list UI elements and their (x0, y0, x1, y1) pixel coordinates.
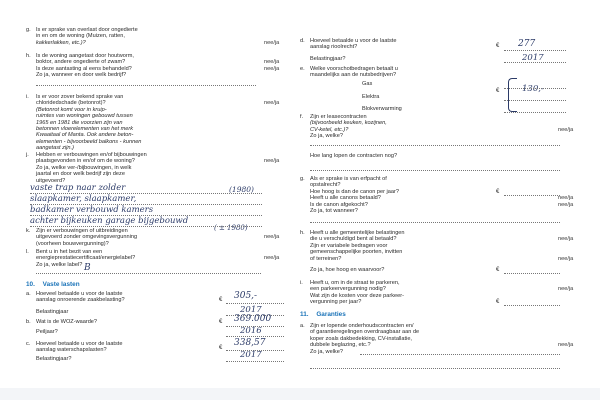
yes-no-option[interactable]: nee/ja (558, 256, 574, 262)
question-text: opstalrecht? (310, 182, 341, 189)
section-heading (300, 311, 346, 318)
question-label: l. (26, 249, 29, 255)
question-text: Zo ja, welke label? (36, 261, 83, 268)
question-text: Hebben er verbouwingen en/of bijbouwingen (36, 152, 147, 158)
question-text: uitgevoerd zonder omgevingsvergunning (36, 234, 138, 241)
section-heading (26, 281, 80, 288)
euro-sign: € (496, 189, 500, 195)
question-text: die u verschuldigd bent al betaald? (310, 236, 397, 243)
question-text: of garantieregelingen overdraagbaar aan de (310, 329, 420, 336)
question-label: a. (300, 323, 305, 329)
utility-elektra-label: Elektra (362, 94, 380, 100)
euro-sign: € (496, 43, 500, 49)
question-text: of terreinen? (310, 255, 342, 262)
euro-sign: € (219, 345, 223, 351)
page-bottom-edge (0, 388, 600, 400)
amount-field[interactable] (226, 303, 284, 304)
handwritten-amount: 277 (518, 39, 536, 49)
yes-no-option[interactable]: nee/ja (558, 286, 574, 292)
question-text: Heeft u alle gemeentelijke belastingen (310, 230, 405, 236)
section-number: 11. (300, 311, 309, 318)
question-text: ruimtes van woningen gebouwd tussen (36, 113, 133, 120)
question-text: Zijn er lopende onderhoudscontracten en/ (310, 323, 414, 329)
question-text: Zo ja, welke? (310, 133, 343, 140)
question-text: Hoeveel betaalde u voor de laatste (36, 291, 123, 297)
handwritten-answer: slaapkamer, slaapkamer, (30, 194, 137, 204)
question-text: aangetast zijn.) (36, 145, 74, 152)
question-text: aanslag rioolrecht? (310, 44, 358, 51)
handwritten-amount: 130,- (522, 84, 544, 94)
question-label: g. (300, 176, 305, 182)
handwritten-amount: 369.000 (234, 314, 272, 324)
yes-no-option[interactable]: nee/ja (264, 234, 280, 240)
question-text: maandelijks aan de nutsbedrijven? (310, 72, 397, 79)
question-text: betonnen vloerelementen van het merk (36, 126, 134, 133)
answer-line[interactable] (30, 226, 262, 227)
answer-line[interactable] (36, 273, 261, 274)
question-text: aanslag waterschapslasten? (36, 347, 107, 354)
question-text: kakkerlakken, etc.)? (36, 39, 86, 46)
question-sub-label: Belastingjaar? (36, 356, 72, 362)
answer-line[interactable] (310, 145, 560, 146)
yes-no-option[interactable]: nee/ja (558, 202, 574, 208)
year-field[interactable] (226, 361, 284, 362)
question-text: Hoe lang lopen de contracten nog? (310, 153, 398, 159)
utility-blokverwarming-label: Blokverwarming (362, 106, 402, 112)
question-text: 1965 en 1981 die voorzien zijn van (36, 119, 123, 126)
euro-sign: € (219, 297, 223, 303)
question-text: Welke voorschotbedragen betaalt u (310, 66, 398, 72)
question-text: Is er voor zover bekend sprake van (36, 94, 124, 100)
question-text: Zijn er verbouwingen of uitbreidingen (36, 228, 128, 234)
question-text: Wat zijn de kosten voor deze parkeer- (310, 292, 404, 299)
question-text: vergunning per jaar? (310, 299, 362, 306)
question-text: aanslag onroerende zaakbelasting? (36, 297, 125, 304)
question-text: Zo ja, tot wanneer? (310, 208, 358, 215)
question-text: Zo ja, welke? (310, 348, 343, 355)
question-text: elementen - bijvoorbeeld balkons - kunnen (36, 138, 142, 145)
question-text: Is deze aantasting al eens behandeld? (36, 65, 132, 72)
yes-no-option[interactable]: nee/ja (558, 127, 574, 133)
question-label: h. (300, 230, 305, 236)
question-text: Hoeveel betaalde u voor de laatste (36, 341, 123, 347)
question-text: Zo ja, welke ver-/bijbouwingen, in welk (36, 164, 132, 171)
question-text: Is er sprake van overlast door ongedierte (36, 27, 138, 33)
answer-line[interactable] (310, 222, 560, 223)
question-text: Heeft u, om in de straat te parkeren, (310, 280, 400, 286)
answer-line[interactable] (36, 85, 256, 86)
question-sub-label: Belastingjaar? (310, 56, 346, 62)
yes-no-option[interactable]: nee/ja (264, 158, 280, 164)
question-label: k. (26, 228, 31, 234)
handwritten-answer: (1980) (229, 185, 254, 194)
handwritten-year: 2017 (240, 350, 262, 360)
question-text: Kwaaitaal of Manta. Ook andere beton- (36, 132, 134, 139)
yes-no-option[interactable]: nee/ja (264, 255, 280, 261)
handwritten-bracket (508, 78, 517, 112)
handwritten-year: 2017 (240, 305, 262, 315)
question-text: chloridedschade (betonrot)? (36, 100, 106, 107)
year-field[interactable] (504, 62, 566, 63)
question-text: Als er sprake is van erfpacht of (310, 176, 387, 182)
amount-field[interactable] (504, 88, 566, 89)
yes-no-option[interactable]: nee/ja (558, 195, 574, 201)
question-text: uitgevoerd? (36, 177, 66, 184)
question-text: Bent u in het bezit van een (36, 249, 103, 255)
handwritten-answer: B (84, 263, 91, 273)
question-label: a. (26, 291, 31, 297)
handwritten-answer: ( ± 1980) (214, 224, 248, 232)
handwritten-answer: vaste trap naar zolder (30, 183, 126, 193)
yes-no-option[interactable]: nee/ja (264, 59, 280, 65)
section-title: Garanties (316, 311, 346, 318)
question-label: f. (300, 114, 304, 120)
question-text: (Betonrot komt voor in kruip- (36, 106, 107, 113)
question-text: energieprestatiecertificaat/energielabel? (36, 255, 136, 262)
question-label: g. (26, 27, 31, 33)
question-text: Is de woning aangetast door houtworm, (36, 53, 134, 59)
amount-field[interactable] (504, 305, 560, 306)
question-sub-label: Peiljaar? (36, 329, 58, 335)
utility-gas-label: Gas (362, 81, 373, 87)
question-label: i. (300, 280, 303, 286)
amount-field[interactable] (504, 273, 560, 274)
question-text: dubbele beglazing, etc.? (310, 342, 371, 349)
amount-field[interactable] (504, 50, 566, 51)
question-label: e. (300, 66, 305, 72)
question-text: Wat is de WOZ-waarde? (36, 319, 98, 325)
handwritten-answer: achter bijkeuken garage bijgebouwd (30, 216, 189, 226)
question-text: Zijn er leasecontracten (310, 114, 367, 120)
question-label: i. (26, 94, 29, 100)
question-label: j. (26, 152, 29, 158)
section-number: 10. (26, 281, 35, 288)
euro-sign: € (219, 319, 223, 325)
question-label: h. (26, 53, 31, 59)
euro-sign: € (496, 88, 500, 94)
question-label: b. (26, 319, 31, 325)
question-text: (bijvoorbeeld keuken, kozijnen, (310, 120, 387, 127)
question-label: d. (300, 38, 305, 44)
amount-field[interactable] (504, 100, 566, 101)
question-text: CV-ketel, etc.)? (310, 126, 349, 133)
answer-line[interactable] (310, 170, 560, 171)
question-text: Hoe hoog is dan de canon per jaar? (310, 188, 399, 195)
question-text: Zijn er variabele bedragen voor (310, 242, 388, 249)
question-text: een parkeervergunning nodig? (310, 286, 386, 293)
yes-no-option[interactable]: nee/ja (264, 100, 280, 106)
question-text: koper zoals dakbedekking, CV-installatie, (310, 335, 412, 342)
handwritten-answer: badkamer verbouwd kamers (30, 205, 154, 215)
yes-no-option[interactable]: nee/ja (264, 66, 280, 72)
handwritten-year: 2017 (522, 53, 544, 63)
euro-sign: € (496, 299, 500, 305)
yes-no-option[interactable]: nee/ja (558, 236, 574, 242)
question-label: c. (26, 341, 31, 347)
question-text: Zo ja, hoe hoog en waarvoor? (310, 267, 385, 273)
handwritten-amount: 338,57 (234, 338, 266, 348)
answer-line[interactable] (360, 354, 560, 355)
question-text: plaatsgevonden in en/of om de woning? (36, 158, 135, 165)
question-text: gemeenschappelijke poorten, invitten (310, 249, 403, 256)
amount-field[interactable] (504, 112, 566, 113)
question-text: Zo ja, wanneer en door welk bedrijf? (36, 72, 127, 79)
yes-no-option[interactable]: nee/ja (558, 342, 574, 348)
section-title: Vaste lasten (42, 281, 80, 288)
question-text: (voorheen bouwvergunning)? (36, 240, 109, 247)
euro-sign: € (496, 267, 500, 273)
question-text: in en om de woning (Muizen, ratten, (36, 33, 125, 40)
question-text: Is de canon afgekocht? (310, 201, 368, 208)
year-field[interactable] (226, 336, 284, 337)
question-text: Hoeveel betaalde u voor de laatste (310, 38, 397, 44)
question-text: boktor, andere ongedierte of zwam? (36, 59, 126, 66)
amount-field[interactable] (504, 195, 560, 196)
question-text: Heeft u alle canons betaald? (310, 195, 381, 202)
question-text: jaartal en door welk bedrijf zijn deze (36, 171, 125, 178)
answer-line[interactable] (310, 368, 560, 369)
yes-no-option[interactable]: nee/ja (264, 40, 280, 46)
handwritten-year: 2016 (240, 326, 262, 336)
question-sub-label: Belastingjaar (36, 309, 69, 315)
handwritten-amount: 305,- (234, 291, 258, 301)
